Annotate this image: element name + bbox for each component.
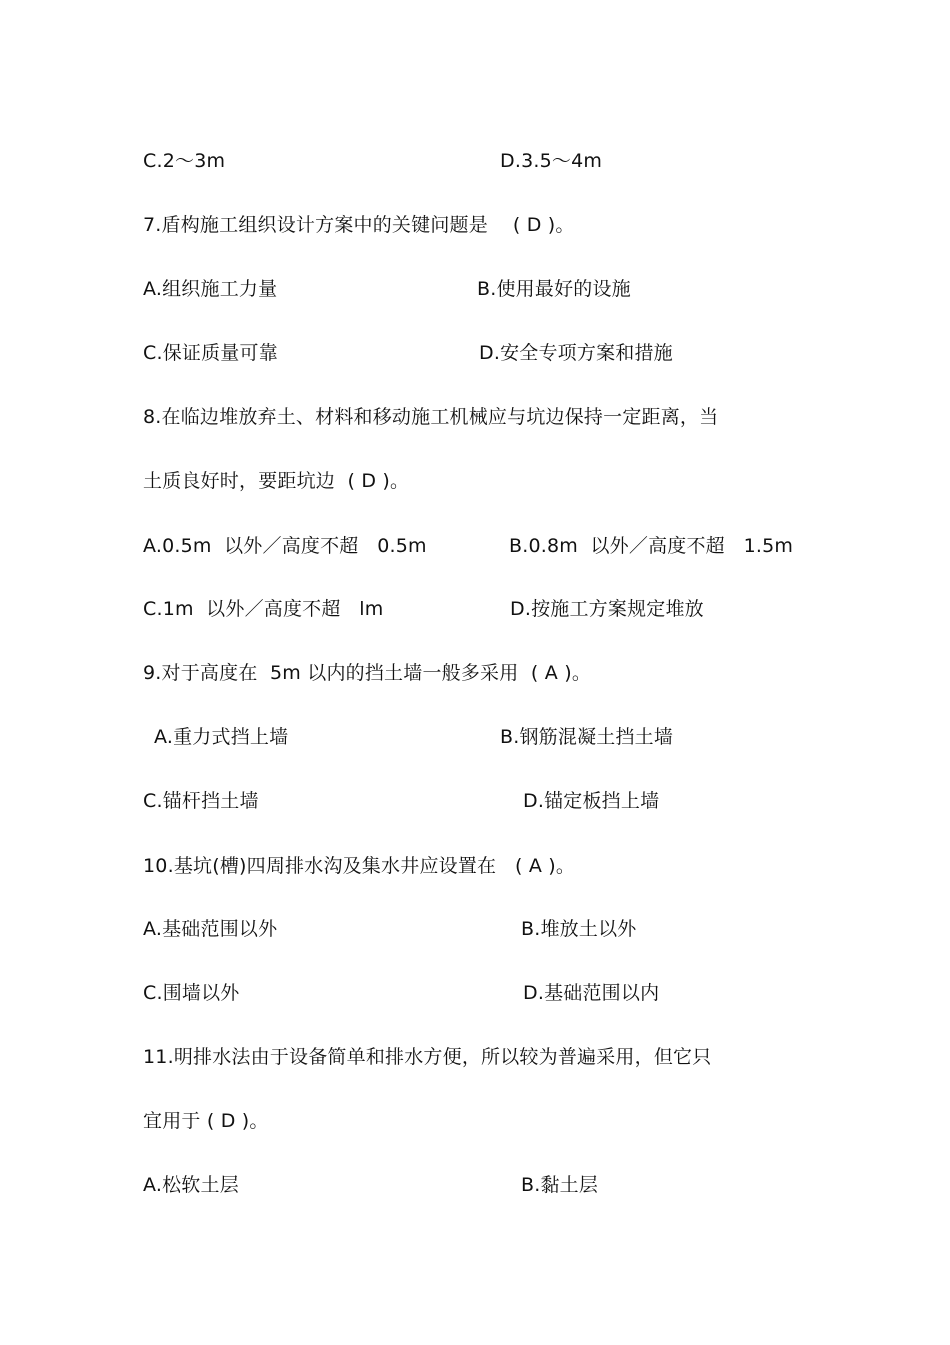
- question-10-option-b: B.堆放土以外: [521, 918, 637, 940]
- question-7-option-d: D.安全专项方案和措施: [479, 342, 673, 364]
- question-11-stem-line-2: 宜用于 ( D )。: [143, 1110, 269, 1132]
- question-11-stem-line-1: 11.明排水法由于设备简单和排水方便，所以较为普遍采用，但它只: [143, 1046, 712, 1068]
- question-11-option-b: B.黏土层: [521, 1174, 599, 1196]
- question-8-stem-line-2: 土质良好时，要距坑边 ( D )。: [143, 470, 410, 492]
- question-9-stem: 9.对于高度在 5m 以内的挡土墙一般多采用 ( A )。: [143, 662, 592, 684]
- question-6-option-d: D.3.5～4m: [500, 150, 603, 172]
- question-6-option-c: C.2～3m: [143, 150, 226, 172]
- question-8-option-b: B.0.8m 以外／高度不超 1.5m: [509, 535, 794, 557]
- question-10-stem: 10.基坑(槽)四周排水沟及集水井应设置在 ( A )。: [143, 855, 576, 877]
- question-7-option-a: A.组织施工力量: [143, 278, 278, 300]
- question-10-option-c: C.围墙以外: [143, 982, 240, 1004]
- question-8-option-d: D.按施工方案规定堆放: [510, 598, 704, 620]
- question-9-option-d: D.锚定板挡上墙: [523, 790, 660, 812]
- question-10-option-a: A.基础范围以外: [143, 918, 278, 940]
- question-7-option-b: B.使用最好的设施: [477, 278, 631, 300]
- question-8-option-c: C.1m 以外／高度不超 lm: [143, 598, 384, 620]
- question-7-stem: 7.盾构施工组织设计方案中的关键问题是 ( D )。: [143, 214, 575, 236]
- question-8-option-a: A.0.5m 以外／高度不超 0.5m: [143, 535, 427, 557]
- question-7-option-c: C.保证质量可靠: [143, 342, 278, 364]
- question-9-option-c: C.锚杆挡土墙: [143, 790, 259, 812]
- question-10-option-d: D.基础范围以内: [523, 982, 660, 1004]
- question-11-option-a: A.松软土层: [143, 1174, 239, 1196]
- question-9-option-b: B.钢筋混凝土挡土墙: [500, 726, 674, 748]
- question-8-stem-line-1: 8.在临边堆放弃土、材料和移动施工机械应与坑边保持一定距离，当: [143, 406, 719, 428]
- question-9-option-a: A.重力式挡上墙: [154, 726, 289, 748]
